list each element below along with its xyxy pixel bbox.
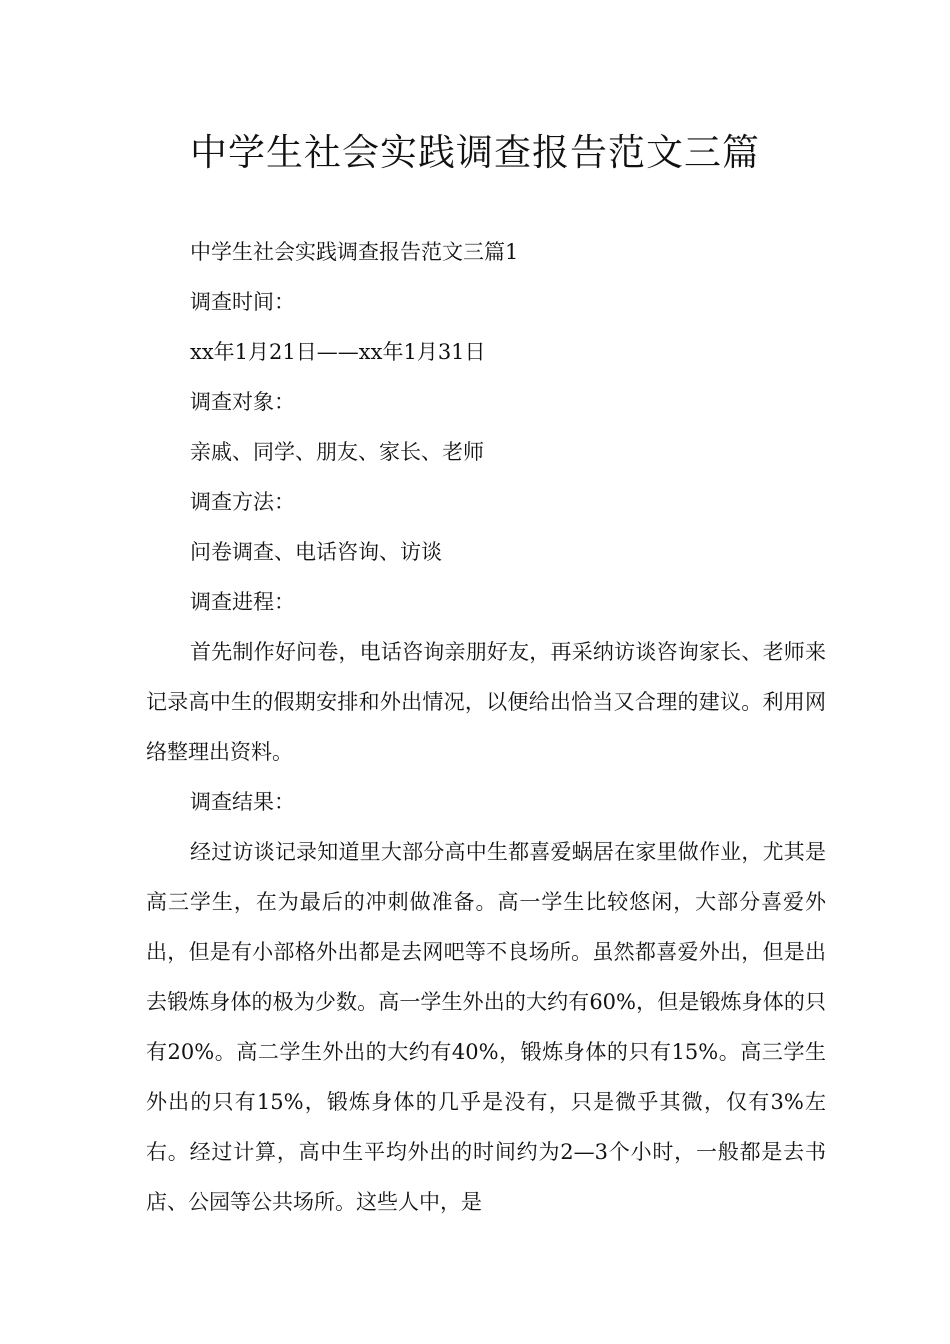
- survey-result-paragraph: 经过访谈记录知道里大部分高中生都喜爱蜗居在家里做作业，尤其是高三学生，在为最后的冲刺做准备。高一学生比较悠闲，大部分喜爱外出，但是有小部格外出都是去网吧等不良场所。虽然都喜爱外出，但是出去锻炼身体的极为少数。高一学生外出的大约有60%，但是锻炼身体的只有20%。高二学生外出的大约有40%，锻炼身体的只有15%。高三学生外出的只有15%，锻炼身体的几乎是没有，只是微乎其微，仅有3%左右。经过计算，高中生平均外出的时间约为2—3个小时，一般都是去书店、公园等公共场所。这些人中，是: [146, 840, 826, 1214]
- survey-method-value: 问卷调查、电话咨询、访谈: [190, 540, 442, 564]
- survey-subject-label: 调查对象：: [190, 390, 295, 414]
- document-title: 中学生社会实践调查报告范文三篇: [190, 131, 760, 174]
- survey-time-label: 调查时间：: [190, 290, 295, 314]
- section-heading: 中学生社会实践调查报告范文三篇1: [190, 240, 519, 264]
- document-body: [146, 227, 826, 1227]
- survey-result-label: 调查结果：: [190, 790, 295, 814]
- survey-process-paragraph: 首先制作好问卷，电话咨询亲朋好友，再采纳访谈咨询家长、老师来记录高中生的假期安排和外出情况，以便给出恰当又合理的建议。利用网络整理出资料。: [146, 640, 826, 764]
- survey-method-label: 调查方法：: [190, 490, 295, 514]
- survey-time-value: xx年1月21日——xx年1月31日: [190, 340, 486, 364]
- survey-subject-value: 亲戚、同学、朋友、家长、老师: [190, 440, 484, 464]
- survey-process-label: 调查进程：: [190, 590, 295, 614]
